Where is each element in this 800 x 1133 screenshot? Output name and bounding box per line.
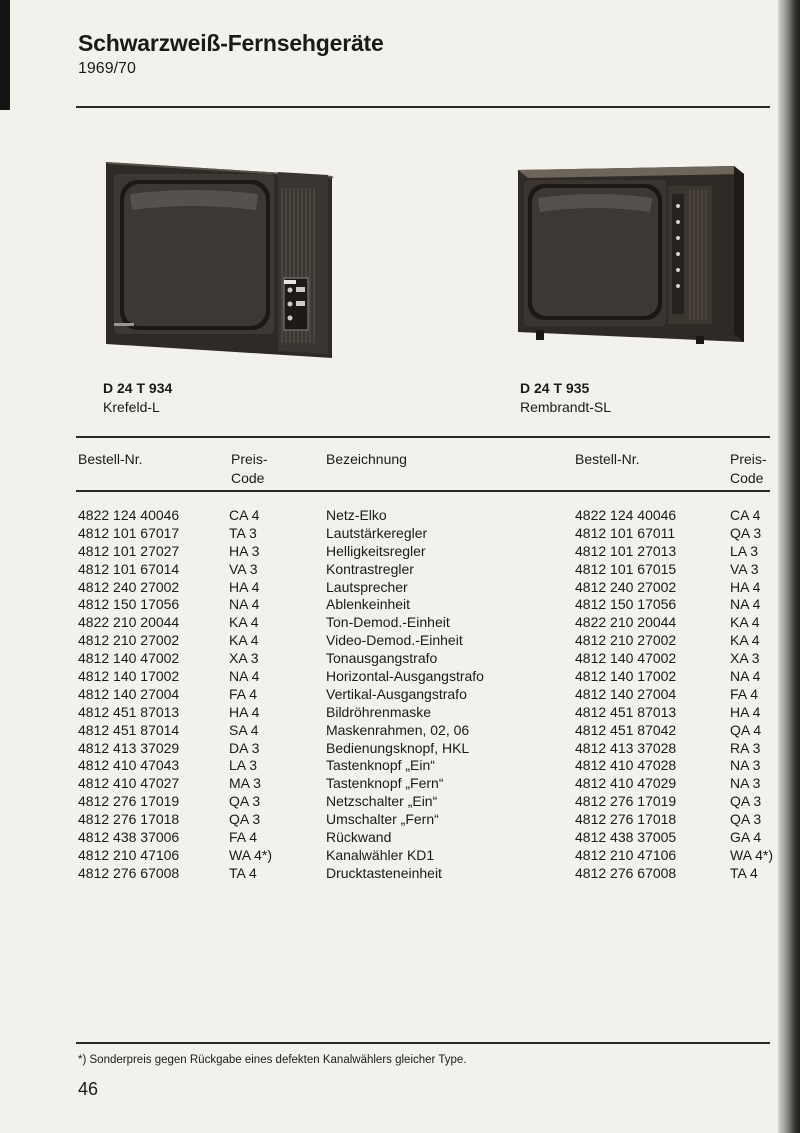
left-order-nr: 4812 140 27004 bbox=[78, 685, 180, 702]
table-row bbox=[0, 811, 800, 829]
right-price-code: FA 4 bbox=[730, 685, 759, 702]
right-order-nr: 4812 210 27002 bbox=[575, 632, 677, 649]
model-left-name: Krefeld-L bbox=[103, 399, 160, 415]
left-price-code: TA 3 bbox=[229, 524, 257, 541]
left-price-code: HA 4 bbox=[229, 703, 260, 720]
right-order-nr: 4822 210 20044 bbox=[575, 614, 677, 631]
right-order-nr: 4812 210 47106 bbox=[575, 846, 677, 863]
left-order-nr: 4812 276 17018 bbox=[78, 811, 180, 828]
right-order-nr: 4812 101 27013 bbox=[575, 542, 677, 559]
left-price-code: MA 3 bbox=[229, 775, 261, 792]
right-price-code: NA 3 bbox=[730, 775, 761, 792]
left-price-code: FA 4 bbox=[229, 829, 258, 846]
model-left-number: D 24 T 934 bbox=[103, 380, 173, 396]
table-row bbox=[0, 632, 800, 650]
right-price-code: NA 4 bbox=[730, 668, 761, 685]
left-price-code: FA 4 bbox=[229, 685, 258, 702]
part-description: Bedienungsknopf, HKL bbox=[326, 739, 470, 756]
right-price-code: QA 3 bbox=[730, 793, 762, 810]
part-description: Drucktasteneinheit bbox=[326, 864, 442, 881]
tv-image-rembrandt bbox=[516, 164, 748, 346]
left-price-code: NA 4 bbox=[229, 596, 260, 613]
left-order-nr: 4812 240 27002 bbox=[78, 578, 180, 595]
table-row bbox=[0, 650, 800, 668]
part-description: Netz-Elko bbox=[326, 507, 387, 523]
right-price-code: RA 3 bbox=[730, 739, 761, 756]
left-price-code: CA 4 bbox=[229, 507, 260, 523]
part-description: Tastenknopf „Ein“ bbox=[326, 757, 435, 774]
left-order-nr: 4812 101 27027 bbox=[78, 542, 180, 559]
part-description: Lautstärkeregler bbox=[326, 524, 428, 541]
left-price-code: DA 3 bbox=[229, 739, 260, 756]
table-row bbox=[0, 614, 800, 632]
page-title: Schwarzweiß-Fernsehgeräte bbox=[78, 30, 384, 56]
table-row bbox=[0, 829, 800, 847]
left-order-nr: 4812 413 37029 bbox=[78, 739, 180, 756]
left-order-nr: 4812 140 47002 bbox=[78, 650, 180, 667]
model-right bbox=[520, 379, 611, 417]
left-price-code: HA 4 bbox=[229, 578, 260, 595]
right-order-nr: 4812 150 17056 bbox=[575, 596, 677, 613]
table-row bbox=[0, 793, 800, 811]
part-description: Ablenkeinheit bbox=[326, 596, 411, 613]
table-row bbox=[0, 525, 800, 543]
right-order-nr: 4812 276 17018 bbox=[575, 811, 677, 828]
right-price-code: GA 4 bbox=[730, 829, 762, 846]
part-description: Video-Demod.-Einheit bbox=[326, 632, 463, 649]
table-row bbox=[0, 775, 800, 793]
table-row bbox=[0, 686, 800, 704]
table-row bbox=[0, 865, 800, 883]
header-left-order: Bestell-Nr. bbox=[78, 451, 143, 467]
model-right-number: D 24 T 935 bbox=[520, 380, 590, 396]
left-price-code: KA 4 bbox=[229, 614, 259, 631]
left-order-nr: 4822 124 40046 bbox=[78, 507, 180, 523]
part-description: Kanalwähler KD1 bbox=[326, 846, 435, 863]
header-left-price: Preis- Code bbox=[231, 451, 268, 486]
part-description: Helligkeitsregler bbox=[326, 542, 426, 559]
right-order-nr: 4812 240 27002 bbox=[575, 578, 677, 595]
right-price-code: TA 4 bbox=[730, 864, 758, 881]
tv-image-krefeld bbox=[100, 158, 336, 364]
table-row bbox=[0, 543, 800, 561]
page-number: 46 bbox=[78, 1079, 99, 1099]
part-description: Kontrastregler bbox=[326, 560, 414, 577]
table-row bbox=[0, 579, 800, 597]
parts-table bbox=[0, 507, 800, 883]
part-description: Vertikal-Ausgangstrafo bbox=[326, 685, 467, 702]
left-order-nr: 4812 410 47027 bbox=[78, 775, 180, 792]
right-order-nr: 4812 451 87042 bbox=[575, 721, 677, 738]
left-price-code: TA 4 bbox=[229, 864, 257, 881]
left-price-code: NA 4 bbox=[229, 668, 260, 685]
part-description: Maskenrahmen, 02, 06 bbox=[326, 721, 470, 738]
right-order-nr: 4812 438 37005 bbox=[575, 829, 677, 846]
right-price-code: XA 3 bbox=[730, 650, 760, 667]
left-order-nr: 4812 210 47106 bbox=[78, 846, 180, 863]
table-row bbox=[0, 757, 800, 775]
left-order-nr: 4812 451 87014 bbox=[78, 721, 180, 738]
left-order-nr: 4812 101 67014 bbox=[78, 560, 180, 577]
left-order-nr: 4812 410 47043 bbox=[78, 757, 180, 774]
left-order-nr: 4812 451 87013 bbox=[78, 703, 180, 720]
left-price-code: QA 3 bbox=[229, 811, 261, 828]
footnote: *) Sonderpreis gegen Rückgabe eines defekten Kanalwählers gleicher Type. bbox=[78, 1054, 467, 1066]
left-order-nr: 4812 276 67008 bbox=[78, 864, 180, 881]
part-description: Tonausgangstrafo bbox=[326, 650, 438, 667]
footnote-rule bbox=[76, 1042, 770, 1044]
table-row bbox=[0, 722, 800, 740]
left-order-nr: 4812 140 17002 bbox=[78, 668, 180, 685]
left-order-nr: 4812 210 27002 bbox=[78, 632, 180, 649]
table-row bbox=[0, 668, 800, 686]
part-description: Bildröhrenmaske bbox=[326, 703, 432, 720]
left-price-code: SA 4 bbox=[229, 721, 259, 738]
left-price-code: WA 4*) bbox=[229, 846, 273, 863]
right-price-code: KA 4 bbox=[730, 614, 760, 631]
header-right-order: Bestell-Nr. bbox=[575, 451, 640, 467]
right-price-code: HA 4 bbox=[730, 703, 761, 720]
right-order-nr: 4812 410 47029 bbox=[575, 775, 677, 792]
right-price-code: WA 4*) bbox=[730, 846, 774, 863]
part-description: Horizontal-Ausgangstrafo bbox=[326, 668, 484, 685]
left-order-nr: 4812 276 17019 bbox=[78, 793, 180, 810]
left-price-code: KA 4 bbox=[229, 632, 259, 649]
right-price-code: NA 3 bbox=[730, 757, 761, 774]
right-price-code: LA 3 bbox=[730, 542, 759, 559]
left-price-code: LA 3 bbox=[229, 757, 258, 774]
table-row bbox=[0, 561, 800, 579]
right-price-code: HA 4 bbox=[730, 578, 761, 595]
left-order-nr: 4812 101 67017 bbox=[78, 524, 180, 541]
part-description: Lautsprecher bbox=[326, 578, 408, 595]
right-order-nr: 4822 124 40046 bbox=[575, 507, 677, 523]
table-row bbox=[0, 740, 800, 758]
right-price-code: QA 4 bbox=[730, 721, 762, 738]
left-price-code: QA 3 bbox=[229, 793, 261, 810]
part-description: Rückwand bbox=[326, 829, 392, 846]
right-order-nr: 4812 101 67011 bbox=[575, 524, 676, 541]
right-order-nr: 4812 276 17019 bbox=[575, 793, 677, 810]
right-price-code: NA 4 bbox=[730, 596, 761, 613]
left-price-code: XA 3 bbox=[229, 650, 259, 667]
right-order-nr: 4812 451 87013 bbox=[575, 703, 677, 720]
page-subtitle: 1969/70 bbox=[78, 60, 136, 77]
left-order-nr: 4822 210 20044 bbox=[78, 614, 180, 631]
right-order-nr: 4812 140 27004 bbox=[575, 685, 677, 702]
right-price-code: KA 4 bbox=[730, 632, 760, 649]
right-price-code: VA 3 bbox=[730, 560, 759, 577]
header-right-price: Preis- Code bbox=[730, 451, 767, 486]
right-order-nr: 4812 410 47028 bbox=[575, 757, 677, 774]
part-description: Ton-Demod.-Einheit bbox=[326, 614, 450, 631]
model-left bbox=[103, 379, 172, 417]
right-order-nr: 4812 140 47002 bbox=[575, 650, 677, 667]
page-edge-left bbox=[0, 0, 10, 110]
right-price-code: QA 3 bbox=[730, 524, 762, 541]
header-description: Bezeichnung bbox=[326, 451, 407, 467]
right-order-nr: 4812 140 17002 bbox=[575, 668, 677, 685]
right-price-code: QA 3 bbox=[730, 811, 762, 828]
left-price-code: VA 3 bbox=[229, 560, 258, 577]
table-row bbox=[0, 507, 800, 525]
right-order-nr: 4812 101 67015 bbox=[575, 560, 677, 577]
table-row bbox=[0, 704, 800, 722]
part-description: Umschalter „Fern“ bbox=[326, 811, 439, 828]
right-order-nr: 4812 413 37028 bbox=[575, 739, 677, 756]
table-top-rule bbox=[76, 436, 770, 438]
right-price-code: CA 4 bbox=[730, 507, 761, 523]
part-description: Netzschalter „Ein“ bbox=[326, 793, 438, 810]
model-right-name: Rembrandt-SL bbox=[520, 399, 612, 415]
left-order-nr: 4812 438 37006 bbox=[78, 829, 180, 846]
right-order-nr: 4812 276 67008 bbox=[575, 864, 677, 881]
table-row bbox=[0, 847, 800, 865]
left-price-code: HA 3 bbox=[229, 542, 260, 559]
header-rule bbox=[76, 106, 770, 108]
table-row bbox=[0, 596, 800, 614]
table-header-rule bbox=[76, 490, 770, 492]
left-order-nr: 4812 150 17056 bbox=[78, 596, 180, 613]
part-description: Tastenknopf „Fern“ bbox=[326, 775, 444, 792]
